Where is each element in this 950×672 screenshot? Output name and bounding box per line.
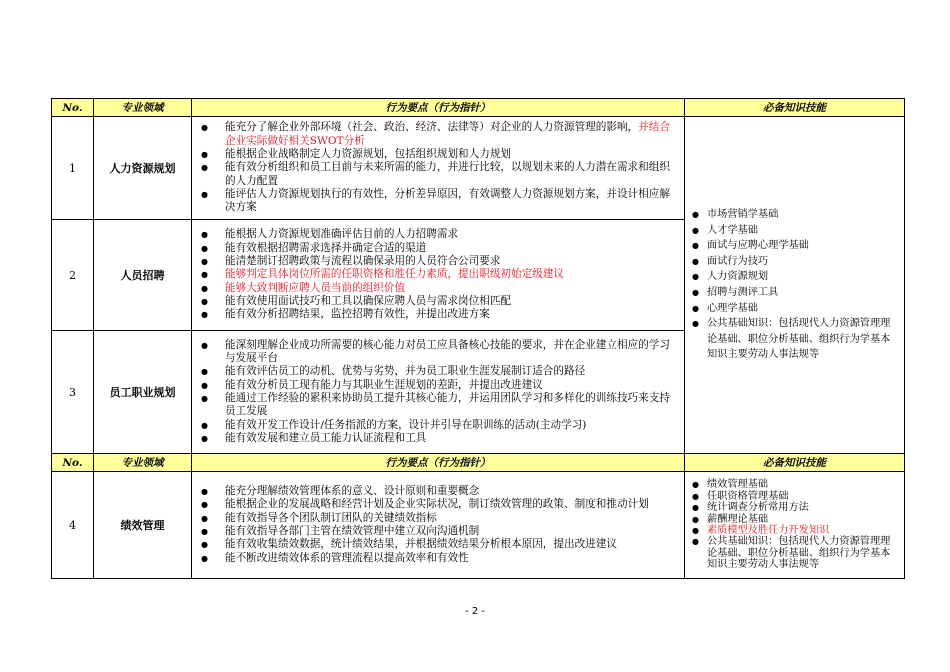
row-number: 4 [52, 472, 94, 579]
knowledge-cell [685, 117, 905, 454]
behavior-cell [192, 117, 685, 220]
row-number: 1 [52, 117, 94, 220]
bullet-text: 心理学基础 [707, 302, 758, 314]
bullet-item [192, 161, 678, 188]
bullet-item [685, 514, 898, 525]
bullet-item [192, 485, 678, 498]
bullet-text: 能有效根据招聘需求选择并确定合适的渠道 [225, 241, 427, 254]
highlighted-text: 素质模型及胜任力开发知识 [707, 525, 830, 536]
behavior-list [192, 482, 684, 568]
row-number: 3 [52, 331, 94, 454]
bullet-text: 能有效使用面试技巧和工具以确保应聘人员与需求岗位相匹配 [225, 294, 512, 307]
bullet-item [192, 552, 678, 565]
bullet-text: 统计调查分析常用方法 [707, 502, 809, 514]
bullet-item [192, 498, 678, 511]
bullet-item [192, 525, 678, 538]
bullet-text: 能有效指导各部门主管在绩效管理中建立双向沟通机制 [225, 525, 480, 537]
table-row [52, 117, 905, 220]
highlighted-text: 能够大致判断应聘人员当前的组织价值 [225, 281, 406, 294]
bullet-item [192, 392, 678, 419]
bullet-item [192, 512, 678, 525]
behavior-list [192, 336, 684, 448]
field-name: 绩效管理 [94, 472, 192, 579]
bullet-item [192, 365, 678, 378]
bullet-text: 能有效收集绩效数据，统计绩效结果，并根据绩效结果分析根本原因，提出改进建议 [225, 538, 617, 551]
bullet-text: 能清楚制订招聘政策与流程以确保录用的人员符合公司要求 [225, 255, 501, 268]
bullet-text: 能充分了解企业外部环境（社会、政治、经济、法律等）对企业的人力资源管理的影响， [225, 121, 639, 134]
bullet-text: 招聘与测评工具 [707, 287, 779, 298]
bullet-item [192, 255, 678, 268]
bullet-item [192, 242, 678, 255]
bullet-text: 市场营销学基础 [707, 209, 779, 221]
behavior-cell [192, 331, 685, 454]
behavior-list [192, 225, 684, 324]
bullet-text: 人力资源规划 [707, 271, 769, 283]
field-name: 人力资源规划 [94, 117, 192, 220]
bullet-item [192, 188, 678, 215]
bullet-text: 面试行为技巧 [707, 255, 769, 267]
behavior-list [192, 118, 684, 217]
bullet-text: 能充分理解绩效管理体系的意义、设计原则和重要概念 [225, 485, 480, 498]
bullet-text: 绩效管理基础 [707, 479, 769, 491]
bullet-text: 能有效开发工作设计/任务指派的方案，设计并引导在职训练的活动(主动学习) [225, 418, 587, 431]
bullet-item [192, 282, 678, 295]
bullet-text: 能有效分析组织和员工目前与未来所需的能力，并进行比较，以规划未来的人力潜在需求和组织的人力配置 [225, 161, 670, 187]
competency-table [51, 98, 905, 579]
header-field: 专业领域 [94, 454, 192, 472]
field-name: 人员招聘 [94, 220, 192, 331]
bullet-text: 能通过工作经验的累积来协助员工提升其核心能力，并运用团队学习和多样化的训练技巧来支持员工发展 [225, 392, 670, 418]
bullet-text: 能有效发展和建立员工能力认证流程和工具 [225, 431, 427, 444]
knowledge-list [685, 207, 904, 363]
bullet-item [685, 502, 898, 513]
bullet-text: 人才学基础 [707, 224, 758, 236]
bullet-item [192, 268, 678, 281]
bullet-text: 能深刻理解企业成功所需要的核心能力对员工应具备核心技能的要求，并在企业建立相应的学习与发展平台 [225, 338, 670, 365]
bullet-item [192, 379, 678, 392]
bullet-item [685, 479, 898, 490]
header-no: No. [52, 454, 94, 472]
bullet-item [192, 419, 678, 432]
bullet-item [685, 536, 898, 570]
bullet-item [192, 432, 678, 445]
bullet-text: 面试与应聘心理学基础 [707, 240, 809, 252]
table-header-row [52, 454, 905, 472]
bullet-item [192, 148, 678, 161]
table-header-row [52, 99, 905, 117]
bullet-item [192, 308, 678, 321]
bullet-text: 能根据企业战略制定人力资源规划，包括组织规划和人力规划 [225, 148, 512, 161]
bullet-item [685, 285, 898, 301]
row-number: 2 [52, 220, 94, 331]
bullet-text: 能有效分析招聘结果，监控招聘有效性，并提出改进方案 [225, 308, 490, 321]
table-row [52, 472, 905, 579]
page-number: - 2 - [465, 606, 485, 617]
bullet-text: 能根据人力资源规划准确评估目前的人力招聘需求 [225, 228, 459, 241]
highlighted-text: 能够判定具体岗位所需的任职资格和胜任力素质，提出职级初始定级建议 [225, 268, 564, 281]
header-behavior: 行为要点（行为指针） [192, 454, 685, 472]
bullet-item [685, 269, 898, 285]
bullet-text: 能不断改进绩效体系的管理流程以提高效率和有效性 [225, 551, 469, 564]
bullet-text: 能有效指导各个团队制订团队的关键绩效指标 [225, 511, 437, 524]
bullet-item [685, 207, 898, 223]
bullet-item [192, 228, 678, 241]
bullet-item [685, 301, 898, 317]
bullet-text: 能评估人力资源规划执行的有效性，分析差异原因，有效调整人力资源规划方案，并设计相应解决方案 [225, 187, 670, 214]
bullet-text: 能有效分析员工现有能力与其职业生涯规划的差距，并提出改进建议 [225, 378, 543, 391]
bullet-item [685, 223, 898, 239]
bullet-item [192, 339, 678, 366]
behavior-cell [192, 472, 685, 579]
bullet-text: 能有效评估员工的动机、优势与劣势，并为员工职业生涯发展制订适合的路径 [225, 365, 586, 378]
highlighted-text: 并结合企业实际做好相关SWOT分析 [225, 121, 670, 147]
bullet-item [685, 238, 898, 254]
bullet-text: 公共基础知识：包括现代人力资源管理理论基础、职位分析基础、组织行为学基本知识主要劳动人事法规等 [707, 318, 891, 361]
behavior-cell [192, 220, 685, 331]
bullet-text: 任职资格管理基础 [707, 490, 789, 502]
header-knowledge: 必备知识技能 [685, 454, 905, 472]
knowledge-cell [685, 472, 905, 579]
bullet-item [685, 254, 898, 270]
bullet-item [685, 316, 898, 363]
header-no: No. [52, 99, 94, 117]
knowledge-list [685, 479, 904, 570]
bullet-text: 公共基础知识：包括现代人力资源管理理论基础、职位分析基础、组织行为学基本知识主要劳动人事法规等 [707, 536, 891, 571]
field-name: 员工职业规划 [94, 331, 192, 454]
header-behavior: 行为要点（行为指针） [192, 99, 685, 117]
header-knowledge: 必备知识技能 [685, 99, 905, 117]
bullet-item [192, 538, 678, 551]
bullet-item [192, 121, 678, 148]
bullet-text: 薪酬理论基础 [707, 513, 769, 525]
bullet-item [685, 525, 898, 536]
header-field: 专业领域 [94, 99, 192, 117]
bullet-text: 能根据企业的发展战略和经营计划及企业实际状况，制订绩效管理的政策、制度和推动计划 [225, 498, 649, 511]
bullet-item [685, 491, 898, 502]
bullet-item [192, 295, 678, 308]
